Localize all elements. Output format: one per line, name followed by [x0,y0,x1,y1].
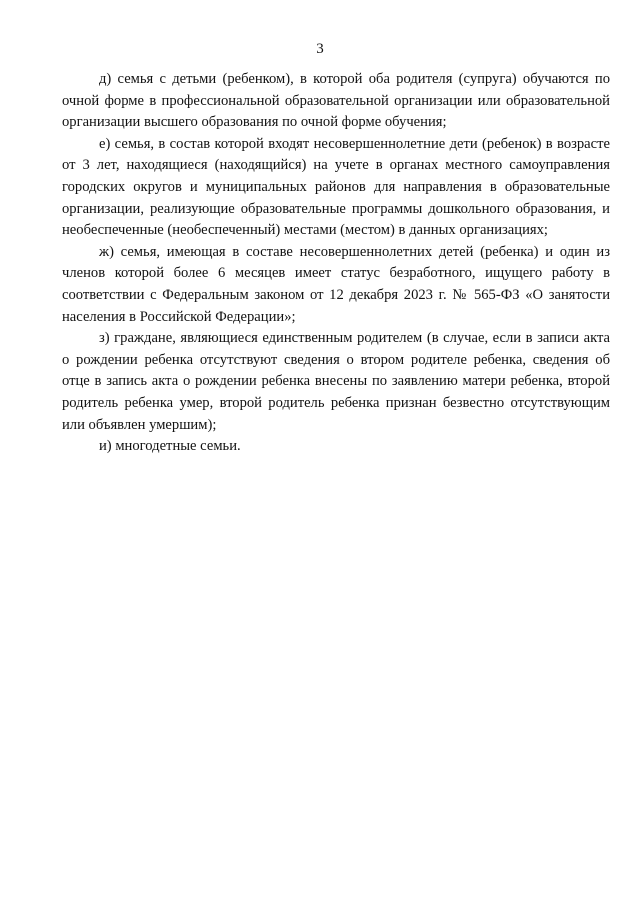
paragraph-zh: ж) семья, имеющая в составе несовершеннолетних детей (ребенка) и один из членов которой более 6 месяцев имеет статус безработного, ищущего работу в соответствии с Федеральным законом от 12 декабря 2023 г. № 565-ФЗ «О занятости населения в Российской Федерации»; [62,243,610,325]
document-body [62,69,610,458]
paragraph-e: е) семья, в состав которой входят несовершеннолетние дети (ребенок) в возрасте от 3 лет, находящиеся (находящийся) на учете в органах местного самоуправления городских округов и муниципальных районов для направления в образовательные организации, реализующие образовательные программы дошкольного образования, и необеспеченные (необеспеченный) местами (местом) в данных организациях; [62,135,610,239]
page-number: 3 [316,41,324,57]
paragraph-i: и) многодетные семьи. [99,438,241,455]
paragraph-d: д) семья с детьми (ребенком), в которой оба родителя (супруга) обучаются по очной форме в профессиональной образовательной организации или образовательной организации высшего образования по очной форме обучения; [62,71,610,131]
paragraph-z: з) граждане, являющиеся единственным родителем (в случае, если в записи акта о рождении ребенка отсутствуют сведения о втором родителе ребенка, сведения об отце в запись акта о рождении ребенка внесены по заявлению матери ребенка, второй родитель ребенка умер, второй родитель ребенка признан безвестно отсутствующим или объявлен умершим); [62,330,610,433]
